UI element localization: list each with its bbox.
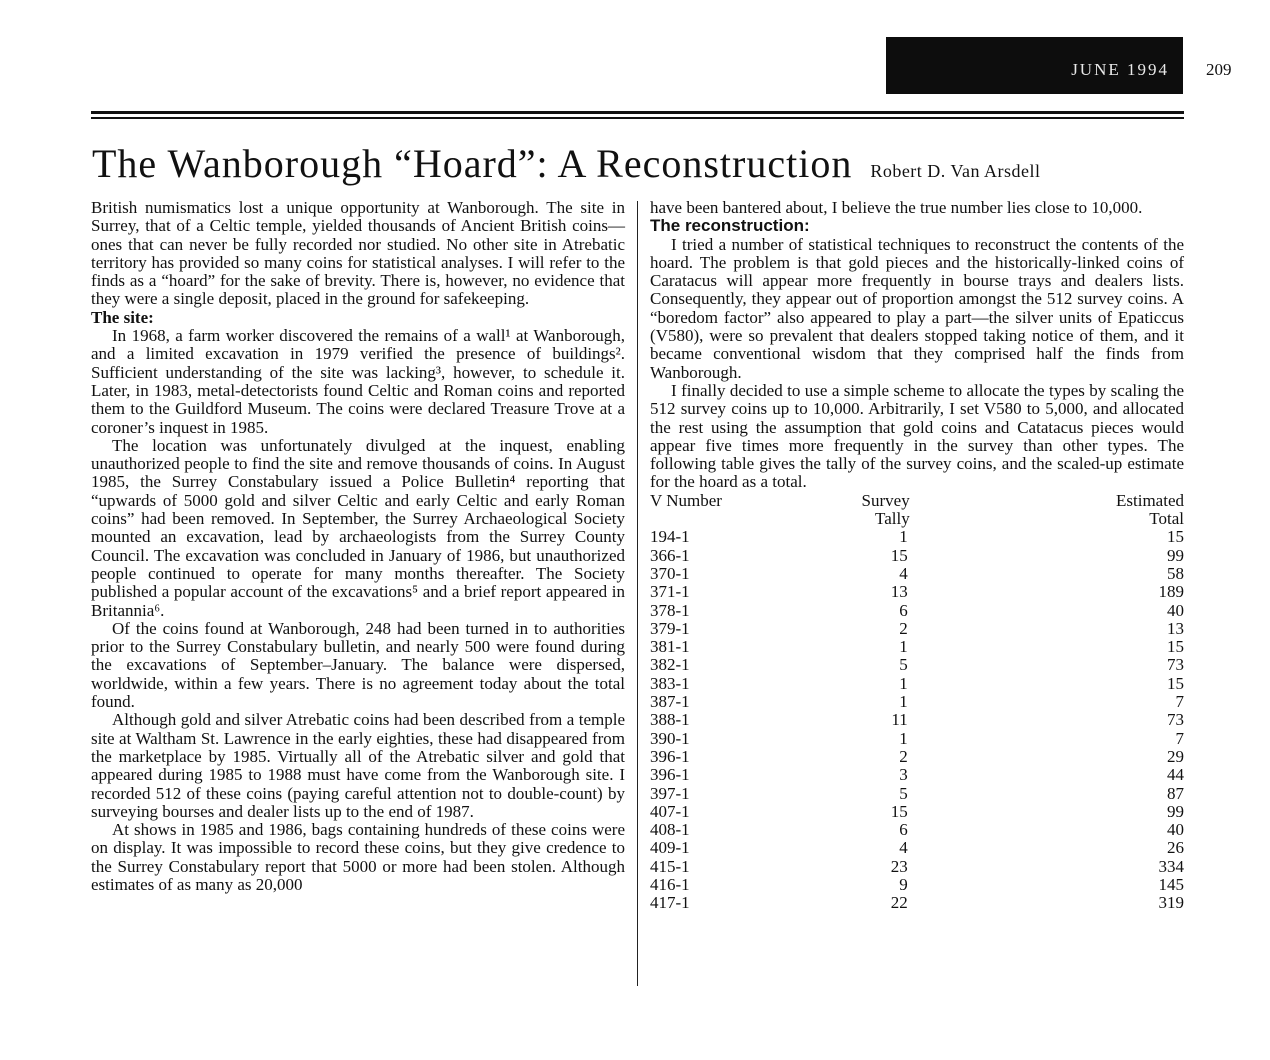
survey-tally-cell: 5 — [899, 655, 908, 675]
v-number-cell: 382-1 — [650, 655, 690, 675]
section-heading: The reconstruction: — [650, 216, 810, 236]
estimated-total-cell: 334 — [1158, 856, 1184, 876]
survey-tally-cell: 13 — [890, 582, 908, 602]
table-row — [650, 602, 1184, 620]
v-number-cell: 366-1 — [650, 545, 690, 565]
table-row — [650, 766, 1184, 784]
v-number-cell: 387-1 — [650, 692, 690, 712]
estimated-total-cell: 15 — [1167, 527, 1184, 547]
v-number-cell: 396-1 — [650, 765, 690, 785]
table-row — [650, 547, 1184, 565]
estimated-total-cell: 7 — [1175, 728, 1184, 748]
estimated-total-cell: 319 — [1158, 893, 1184, 913]
table-row — [650, 675, 1184, 693]
survey-tally-cell: 6 — [899, 600, 908, 620]
v-number-cell: 371-1 — [650, 582, 690, 602]
v-number-cell: 383-1 — [650, 673, 690, 693]
table-row — [650, 894, 1184, 912]
v-number-cell: 416-1 — [650, 874, 690, 894]
survey-tally-cell: 1 — [899, 728, 908, 748]
survey-tally-cell: 4 — [899, 838, 908, 858]
survey-tally-cell: 23 — [890, 856, 908, 876]
article-author: Robert D. Van Arsdell — [870, 161, 1041, 181]
estimated-total-cell: 15 — [1167, 673, 1184, 693]
table-row — [650, 583, 1184, 601]
paragraph: Of the coins found at Wanborough, 248 had been turned in to authorities prior to the Surrey Constabulary bulletin, and nearly 500 were found during the excavations of September–January. The balance were dispersed, worldwide, within a few years. There is no agreement today about the total found. — [91, 618, 625, 712]
survey-tally-cell: 4 — [899, 563, 908, 583]
survey-tally-cell: 2 — [899, 746, 908, 766]
survey-tally-cell: 1 — [899, 692, 908, 712]
table-row — [650, 876, 1184, 894]
section-heading: The site: — [91, 307, 154, 327]
table-row — [650, 656, 1184, 674]
table-row — [650, 730, 1184, 748]
estimated-total-cell: 99 — [1167, 801, 1184, 821]
header-rule-thin — [91, 117, 1184, 119]
estimated-total-cell: 73 — [1167, 655, 1184, 675]
table-row — [650, 785, 1184, 803]
v-number-cell: 417-1 — [650, 893, 690, 913]
estimated-total-cell: 44 — [1167, 765, 1184, 785]
page-number: 209 — [1206, 60, 1232, 79]
paragraph: I tried a number of statistical techniques to reconstruct the contents of the hoard. The problem is that gold pieces and the historically-linked coins of Caratacus will appear more frequently in bourse trays and dealers lists. Consequently, they appear out of proportion amongst the 512 survey coins. A “boredom factor” also appeared to play a part—the silver units of Epaticcus (V580), were so prevalent that dealers stopped taking notice of them, and it became conventional wisdom that they comprised half the finds from Wanborough. — [650, 234, 1184, 382]
estimated-total-cell: 7 — [1175, 692, 1184, 712]
v-number-cell: 194-1 — [650, 527, 690, 547]
estimated-total-cell: 99 — [1167, 545, 1184, 565]
estimated-total-cell: 40 — [1167, 600, 1184, 620]
table-row — [650, 693, 1184, 711]
survey-tally-cell: 15 — [890, 545, 908, 565]
v-number-cell: 407-1 — [650, 801, 690, 821]
paragraph: At shows in 1985 and 1986, bags containing hundreds of these coins were on display. It was impossible to record these coins, but they give credence to the Surrey Constabulary report that 5000 or more had been stolen. Although estimates of as many as 20,000 — [91, 820, 625, 894]
right-column — [650, 199, 1184, 913]
table-row — [650, 803, 1184, 821]
estimated-total-cell: 40 — [1167, 820, 1184, 840]
estimated-total-cell: 145 — [1158, 874, 1184, 894]
estimated-total-cell: 58 — [1167, 563, 1184, 583]
header-total: Total — [1149, 509, 1184, 529]
header-bar — [886, 37, 1183, 94]
survey-tally-cell: 3 — [899, 765, 908, 785]
estimated-total-cell: 15 — [1167, 637, 1184, 657]
survey-tally-cell: 5 — [899, 783, 908, 803]
header-tally: Tally — [875, 509, 910, 529]
estimated-total-cell: 13 — [1167, 618, 1184, 638]
v-number-cell: 378-1 — [650, 600, 690, 620]
issue-date: JUNE 1994 — [1071, 60, 1169, 79]
survey-tally-cell: 15 — [890, 801, 908, 821]
estimated-total-cell: 189 — [1158, 582, 1184, 602]
table-header-row — [650, 492, 1184, 510]
paragraph: British numismatics lost a unique opportunity at Wanborough. The site in Surrey, that of a Celtic temple, yielded thousands of Ancient British coins—ones that can never be fully recorded nor studied. No other site in Atrebatic territory has provided so many coins for statistical analyses. I will refer to the finds as a “hoard” for the sake of brevity. There is, however, no evidence that they were a single deposit, placed in the ground for safekeeping. — [91, 198, 625, 309]
v-number-cell: 408-1 — [650, 820, 690, 840]
header-survey: Survey — [861, 490, 910, 510]
v-number-cell: 388-1 — [650, 710, 690, 730]
survey-tally-cell: 1 — [899, 673, 908, 693]
estimated-total-cell: 73 — [1167, 710, 1184, 730]
table-row — [650, 839, 1184, 857]
estimated-total-cell: 26 — [1167, 838, 1184, 858]
left-column — [91, 199, 625, 894]
v-number-cell: 396-1 — [650, 746, 690, 766]
survey-tally-cell: 11 — [891, 710, 908, 730]
tally-body — [650, 528, 1184, 912]
v-number-cell: 397-1 — [650, 783, 690, 803]
table-row — [650, 821, 1184, 839]
paragraph: The location was unfortunately divulged at the inquest, enabling unauthorized people to find the site and remove thousands of coins. In August 1985, the Surrey Constabulary issued a Police Bulletin⁴ reporting that “upwards of 5000 gold and silver Celtic and early Celtic and early Roman coins” had been removed. In September, the Surrey Archaeological Society mounted an excavation, lead by archaeologists from the Surrey County Council. The excavation was concluded in January of 1986, but unauthorized people continued to operate for many months thereafter. The Society published a popular account of the excavations⁵ and a brief report appeared in Britannia⁶. — [91, 435, 625, 620]
survey-tally-cell: 9 — [899, 874, 908, 894]
table-row — [650, 565, 1184, 583]
title-row — [92, 140, 1040, 187]
paragraph: Although gold and silver Atrebatic coins had been described from a temple site at Waltham St. Lawrence in the early eighties, these had disappeared from the marketplace by 1985. Virtually all of the Atrebatic silver and gold that appeared during 1985 to 1988 must have come from the Wanborough site. I recorded 512 of these coins (paying careful attention not to double-count) by surveying bourses and dealer lists up to the end of 1987. — [91, 710, 625, 821]
header-rule-thick — [91, 111, 1184, 114]
v-number-cell: 370-1 — [650, 563, 690, 583]
tally-table — [650, 492, 1184, 913]
table-row — [650, 638, 1184, 656]
v-number-cell: 390-1 — [650, 728, 690, 748]
paragraph: In 1968, a farm worker discovered the remains of a wall¹ at Wanborough, and a limited excavation in 1979 verified the presence of buildings². Sufficient understanding of the site was lacking³, however, to schedule it. Later, in 1983, metal-detectorists found Celtic and Roman coins and reported them to the Guildford Museum. The coins were declared Treasure Trove at a coroner’s inquest in 1985. — [91, 326, 625, 437]
article-title: The Wanborough “Hoard”: A Reconstruction — [92, 141, 853, 186]
table-row — [650, 858, 1184, 876]
paragraph: have been bantered about, I believe the true number lies close to 10,000. — [650, 198, 1143, 217]
header-estimated: Estimated — [1116, 490, 1184, 510]
v-number-cell: 409-1 — [650, 838, 690, 858]
table-row — [650, 711, 1184, 729]
table-header-row-2 — [650, 510, 1184, 528]
column-divider — [637, 201, 638, 986]
v-number-cell: 379-1 — [650, 618, 690, 638]
paragraph: I finally decided to use a simple scheme to allocate the types by scaling the 512 survey coins up to 10,000. Arbitrarily, I set V580 to 5,000, and allocated the rest using the assumption that gold coins and Catatacus pieces would appear five times more frequently in the survey than other types. The following table gives the tally of the survey coins, and the scaled-up estimate for the hoard as a total. — [650, 380, 1184, 492]
table-row — [650, 748, 1184, 766]
header-v-number: V Number — [650, 490, 722, 510]
table-row — [650, 620, 1184, 638]
right-column-text — [650, 199, 1184, 492]
survey-tally-cell: 22 — [890, 893, 908, 913]
v-number-cell: 381-1 — [650, 637, 690, 657]
v-number-cell: 415-1 — [650, 856, 690, 876]
estimated-total-cell: 29 — [1167, 746, 1184, 766]
survey-tally-cell: 6 — [899, 820, 908, 840]
table-row — [650, 528, 1184, 546]
estimated-total-cell: 87 — [1167, 783, 1184, 803]
survey-tally-cell: 2 — [899, 618, 908, 638]
survey-tally-cell: 1 — [899, 637, 908, 657]
survey-tally-cell: 1 — [899, 527, 908, 547]
